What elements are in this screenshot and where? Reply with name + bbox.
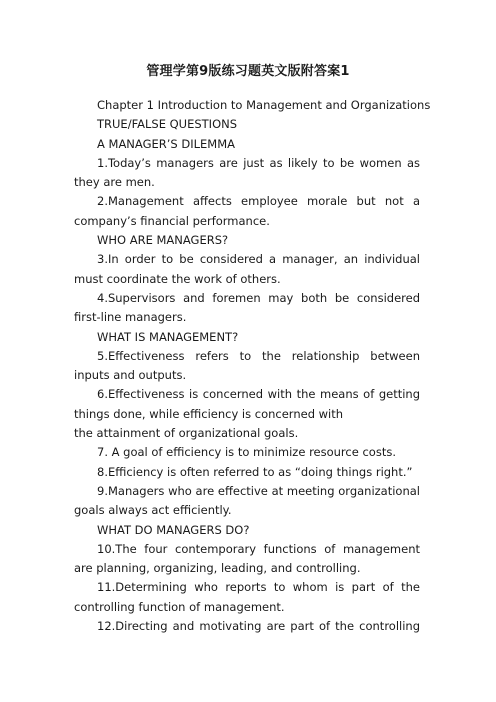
document-body [74,96,431,636]
document-line: 1.Today’s managers are just as likely to be women as they are men. [74,155,420,190]
section-heading: A MANAGER’S DILEMMA [97,136,235,151]
document-title: 管理学第9版练习题英文版附答案1 [146,64,350,79]
section-heading: WHO ARE MANAGERS? [97,233,229,248]
document-line: 3.In order to be considered a manager, an individual must coordinate the work of others. [74,252,420,286]
document-line: 10.The four contemporary functions of management are planning, organizing, leading, and controlling. [74,541,420,576]
document-line: 2.Management affects employee morale but not a company’s financial performance. [74,194,420,228]
document-line: 9.Managers who are effective at meeting organizational goals always act efficiently. [74,483,420,518]
document-line: the attainment of organizational goals. [74,426,299,441]
section-heading: WHAT IS MANAGEMENT? [97,329,239,344]
document-line: 5.Effectiveness refers to the relationship between inputs and outputs. [74,348,420,383]
document-line: 7. A goal of efficiency is to minimize resource costs. [97,445,396,460]
document-line: 8.Efficiency is often referred to as “doing things right.” [97,464,413,479]
document-line: 6.Effectiveness is concerned with the means of getting things done, while efficiency is concerned with [74,387,420,421]
document-line: Chapter 1 Introduction to Management and Organizations [97,98,431,112]
document-line: 12.Directing and motivating are part of the controlling [97,619,420,634]
document-line: 4.Supervisors and foremen may both be considered first-line managers. [74,290,420,325]
section-heading: WHAT DO MANAGERS DO? [97,522,250,537]
document-line: 11.Determining who reports to whom is part of the controlling function of management. [74,580,420,614]
section-heading: TRUE/FALSE QUESTIONS [97,117,238,132]
